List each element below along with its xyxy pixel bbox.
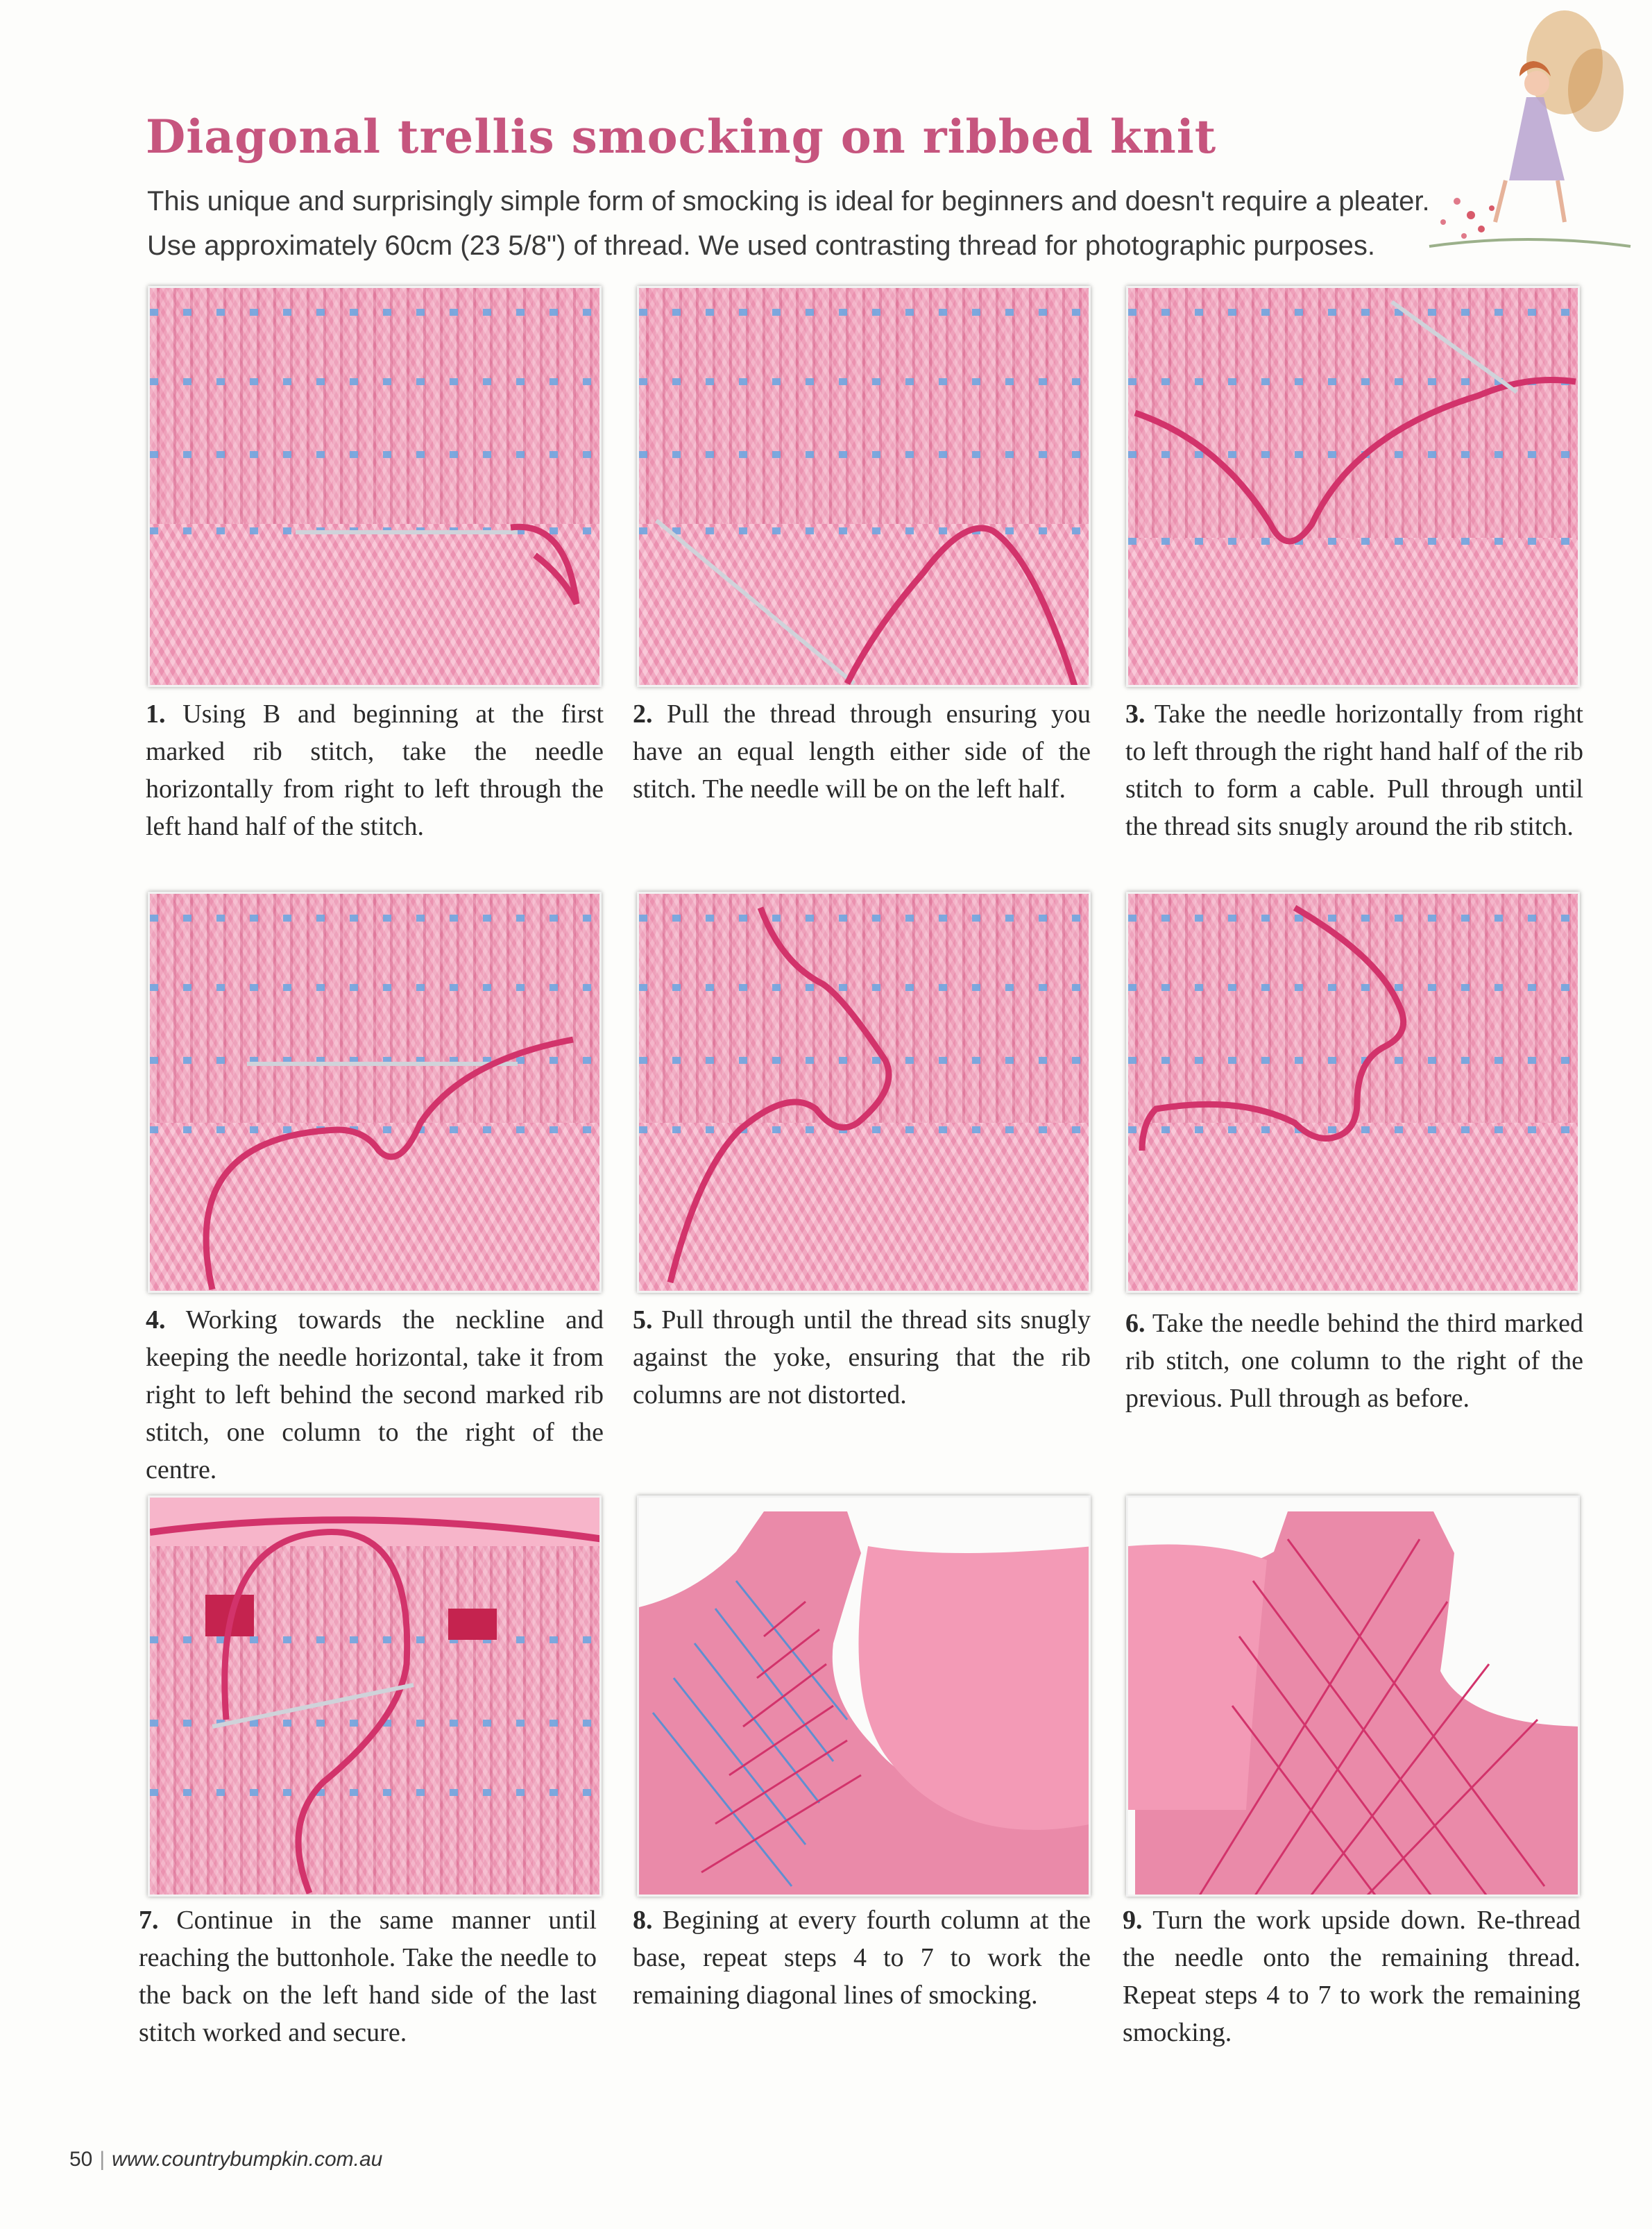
step-4-caption: [146, 1301, 604, 1489]
page-number: 50: [69, 2148, 93, 2171]
step-4-text: Working towards the neckline and keeping the needle horizontal, take it from right to left behind the second marked rib stitch, one column to the right of the centre.: [146, 1305, 604, 1484]
step-1-text: Using B and beginning at the first marked rib stitch, take the needle horizontally from right to left through the left hand half of the stitch.: [146, 700, 604, 841]
step-3-number: 3.: [1125, 700, 1146, 729]
step-6-photo: [1126, 892, 1580, 1293]
step-9-caption: [1123, 1901, 1581, 2051]
step-9-photo: [1126, 1495, 1580, 1897]
step-6-caption: [1125, 1305, 1583, 1417]
step-4-photo: [148, 892, 602, 1293]
fairy-illustration: [1415, 7, 1637, 257]
intro-text: [147, 179, 1465, 268]
step-3-caption: [1125, 695, 1583, 845]
step-3-photo: [1126, 286, 1580, 687]
step-8-caption: [633, 1901, 1091, 2014]
step-7-text: Continue in the same manner until reaching the buttonhole. Take the needle to the back on the left hand side of the last stitch worked and secure.: [139, 1906, 597, 2047]
step-4-number: 4.: [146, 1305, 166, 1334]
step-7-number: 7.: [139, 1906, 159, 1935]
step-1-number: 1.: [146, 700, 166, 729]
step-5-number: 5.: [633, 1305, 653, 1334]
step-2-photo: [637, 286, 1091, 687]
step-8-text: Begining at every fourth column at the base, repeat steps 4 to 7 to work the remaining diagonal lines of smocking.: [633, 1906, 1091, 2010]
step-9-number: 9.: [1123, 1906, 1143, 1935]
step-3-text: Take the needle horizontally from right to left through the right hand half of the rib stitch to form a cable. Pull through until the thread sits snugly around the rib stitch.: [1125, 700, 1583, 841]
step-2-caption: [633, 695, 1091, 808]
step-8-photo: [637, 1495, 1091, 1897]
footer-url[interactable]: www.countrybumpkin.com.au: [112, 2148, 383, 2171]
step-9-text: Turn the work upside down. Re-thread the needle onto the remaining thread. Repeat steps 4 to 7 to work the remaining smocking.: [1123, 1906, 1581, 2047]
page-footer: [69, 2148, 382, 2171]
step-2-text: Pull the thread through ensuring you have an equal length either side of the stitch. The needle will be on the left half.: [633, 700, 1091, 804]
step-1-caption: [146, 695, 604, 845]
step-7-caption: [139, 1901, 597, 2051]
step-5-text: Pull through until the thread sits snugly against the yoke, ensuring that the rib columns are not distorted.: [633, 1305, 1091, 1409]
step-6-number: 6.: [1125, 1309, 1146, 1338]
step-1-photo: [148, 286, 602, 687]
intro-line-1: This unique and surprisingly simple form of smocking is ideal for beginners and doesn't require a pleater.: [147, 186, 1430, 217]
step-6-text: Take the needle behind the third marked rib stitch, one column to the right of the previous. Pull through as before.: [1125, 1309, 1583, 1413]
step-5-caption: [633, 1301, 1091, 1414]
intro-line-2: Use approximately 60cm (23 5/8") of thread. We used contrasting thread for photographic purposes.: [147, 230, 1375, 261]
step-5-photo: [637, 892, 1091, 1293]
step-7-photo: [148, 1495, 602, 1897]
footer-separator: |: [99, 2148, 105, 2171]
page-title: Diagonal trellis smocking on ribbed knit: [146, 110, 1217, 164]
step-8-number: 8.: [633, 1906, 653, 1935]
step-2-number: 2.: [633, 700, 653, 729]
